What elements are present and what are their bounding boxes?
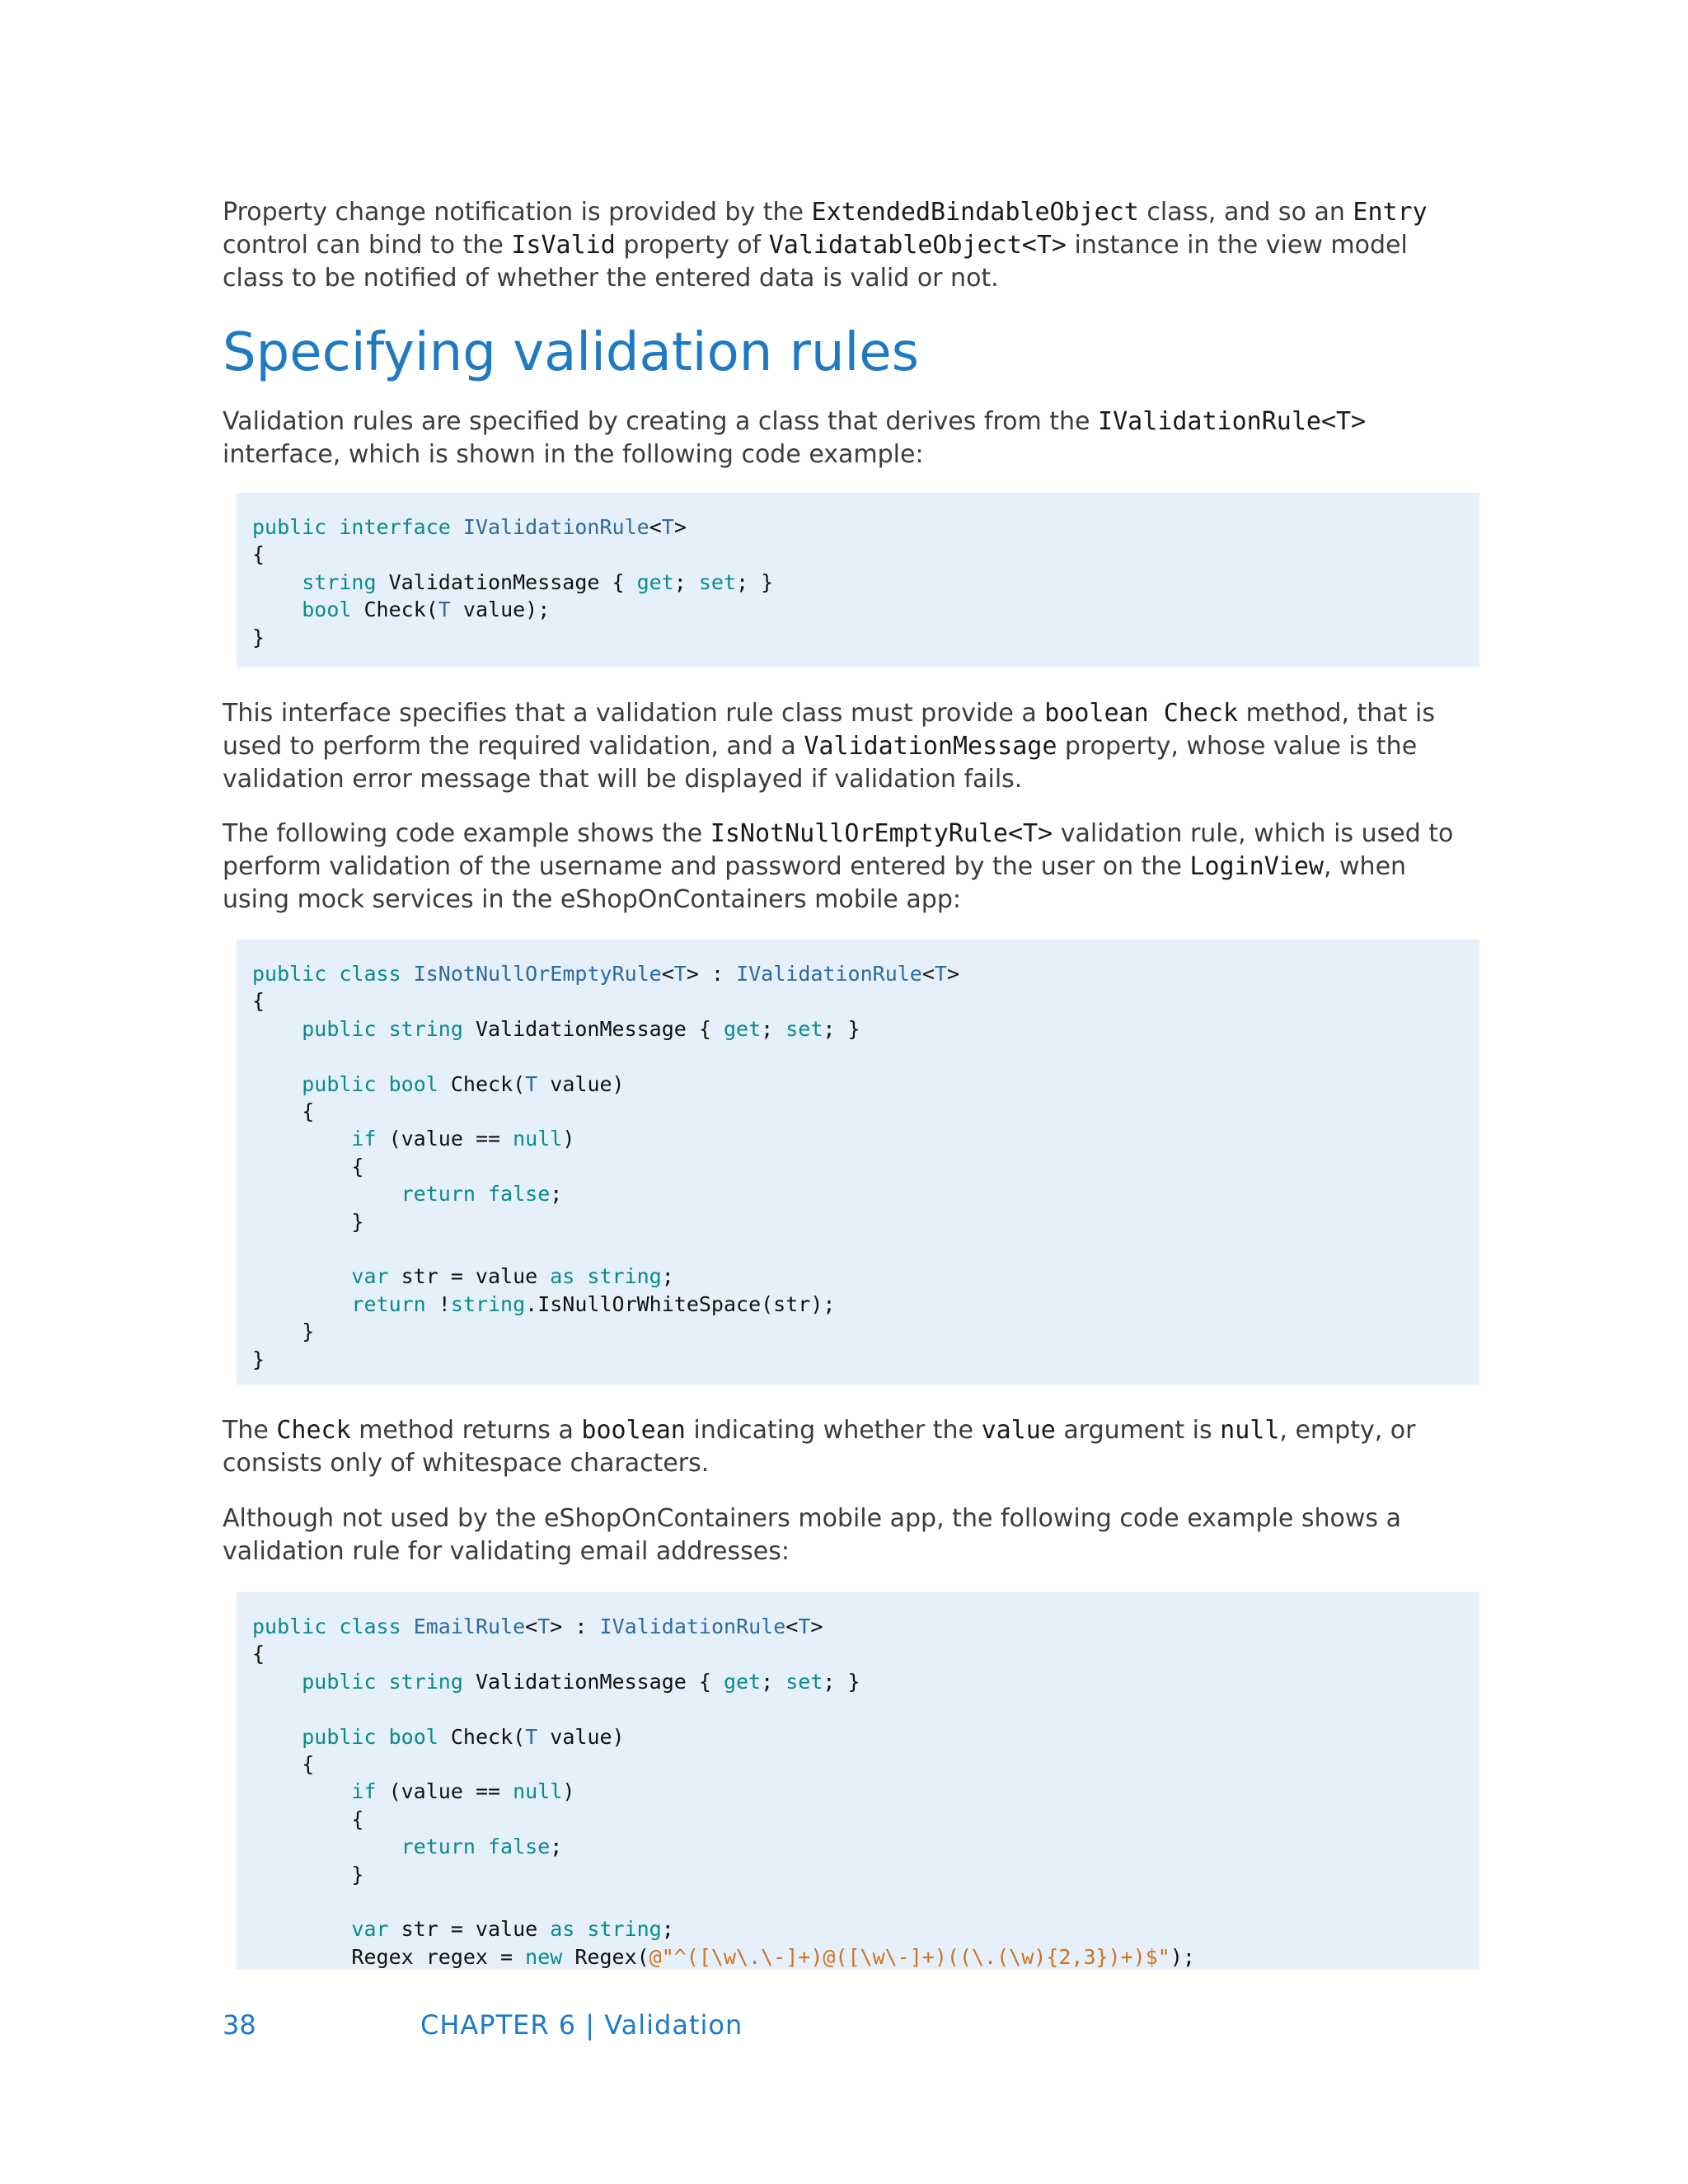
code-token: [451, 515, 463, 539]
code-token: null: [513, 1127, 563, 1151]
code-token: [377, 1670, 389, 1694]
code-token: [252, 1779, 351, 1803]
code-token: {: [252, 542, 265, 567]
code-token: class: [339, 962, 401, 986]
code-token: >: [673, 515, 687, 539]
code-token: [377, 1017, 389, 1041]
code-token: var: [351, 1917, 389, 1942]
text-run: property, whose value is the validation error message that will be displayed if validation fails.: [223, 732, 1418, 794]
text-run: Although not used by the eShopOnContainers mobile app, the following code example shows a validation rule for validating email addresses:: [223, 1504, 1401, 1566]
code-token: ValidationMessage {: [462, 1669, 724, 1694]
code-token: public: [302, 1669, 377, 1694]
code-token: string: [302, 569, 377, 594]
code-token: class: [339, 1615, 401, 1638]
code-token: [326, 962, 339, 986]
code-token: ;: [550, 1835, 563, 1859]
inline-code: LoginView: [1189, 852, 1324, 881]
code-token: [476, 1182, 488, 1206]
code-token: return: [351, 1291, 426, 1316]
rules-paragraph: [223, 405, 1475, 471]
code-token: {: [252, 1807, 364, 1831]
text-run: argument is: [1055, 1416, 1221, 1445]
code-token: ValidationMessage {: [462, 1016, 724, 1041]
text-run: class, and so an: [1138, 198, 1353, 227]
text-run: The following code example shows the: [223, 819, 710, 848]
page-number: 38: [223, 2009, 256, 2041]
code-token: if: [351, 1127, 377, 1151]
code-token: {: [252, 1752, 315, 1777]
code-token: value): [537, 1724, 625, 1749]
text-run: This interface specifies that a validation rule class must provide a: [223, 699, 1045, 728]
text-run: Property change notification is provided by the: [223, 198, 812, 227]
code-token: ;: [761, 1669, 786, 1694]
code-token: [252, 570, 302, 594]
code-token: bool: [388, 1724, 438, 1749]
code-token: IsNotNullOrEmptyRule: [413, 962, 662, 986]
code-token: > :: [686, 962, 737, 986]
code-token: (value ==: [376, 1127, 513, 1151]
code-token: > :: [550, 1615, 600, 1638]
code-token: [252, 598, 302, 621]
code-token: public: [302, 1071, 377, 1096]
code-token: T: [673, 962, 687, 986]
code-token: }: [252, 1862, 364, 1886]
code-token: [377, 1072, 389, 1096]
text-run: method returns a: [350, 1416, 582, 1445]
code-token: [326, 515, 339, 539]
code-token: value): [537, 1071, 625, 1096]
code-token: Check(: [351, 598, 438, 622]
code-block-interface: [237, 493, 1479, 668]
text-run: property of: [615, 231, 769, 260]
code-token: <: [661, 962, 674, 986]
code-token: {: [252, 1099, 315, 1124]
code-token: ; }: [736, 569, 774, 594]
text-run: indicating whether the: [685, 1416, 982, 1445]
code-token: as: [550, 1264, 575, 1289]
code-token: [252, 1182, 401, 1206]
code-content: [252, 960, 1479, 1373]
inline-code: Entry: [1353, 198, 1428, 227]
inline-code: boolean Check: [1044, 699, 1239, 728]
code-token: [252, 1835, 401, 1858]
code-token: ): [562, 1779, 575, 1804]
code-token: return: [401, 1182, 476, 1207]
code-token: public: [252, 515, 327, 539]
inline-code: null: [1220, 1416, 1280, 1445]
code-content: [252, 513, 1479, 651]
code-token: [252, 1292, 351, 1316]
code-token: [401, 1615, 414, 1638]
text-run: interface, which is shown in the following code example:: [223, 440, 924, 469]
email-paragraph: [223, 1502, 1475, 1568]
code-token: T: [537, 1615, 551, 1638]
inline-code: ExtendedBindableObject: [811, 198, 1139, 227]
example-paragraph: [223, 818, 1475, 916]
code-token: return: [401, 1835, 476, 1859]
code-token: get: [636, 569, 674, 594]
code-token: string: [587, 1264, 662, 1289]
code-token: @"^([\w\.\-]+)@([\w\-]+)((\.(\w){2,3})+)$": [649, 1944, 1170, 1969]
code-token: T: [525, 1724, 538, 1749]
code-token: [252, 1917, 351, 1941]
text-run: method, that is used to perform the required validation, and a: [223, 699, 1435, 761]
code-token: [252, 1017, 302, 1041]
code-token: set: [698, 569, 737, 594]
code-token: ;: [661, 1917, 674, 1942]
text-run: , empty, or consists only of whitespace characters.: [223, 1416, 1416, 1478]
text-run: , when using mock services in the eShopOnContainers mobile app:: [223, 852, 1407, 914]
code-token: ;: [673, 569, 699, 594]
code-token: IValidationRule: [462, 515, 649, 539]
code-token: }: [252, 1319, 315, 1344]
code-token: [252, 1127, 351, 1151]
text-run: control can bind to the: [223, 231, 512, 260]
code-token: public: [252, 962, 327, 986]
code-token: ; }: [823, 1016, 860, 1041]
code-token: {: [252, 1154, 364, 1179]
text-run: The: [223, 1416, 277, 1445]
code-token: str = value: [388, 1264, 551, 1289]
inline-code: IsValid: [511, 231, 616, 260]
code-token: as: [550, 1917, 575, 1942]
code-content: [252, 1613, 1479, 1971]
code-token: }: [252, 1209, 364, 1234]
code-token: [326, 1615, 339, 1638]
code-token: string: [450, 1291, 526, 1316]
code-token: get: [723, 1669, 762, 1694]
check-paragraph: [223, 1414, 1475, 1480]
inline-code: Check: [276, 1416, 351, 1445]
code-token: str = value: [388, 1917, 551, 1942]
code-token: ;: [761, 1016, 786, 1041]
code-token: ; }: [823, 1669, 860, 1694]
code-block-not-null-rule: [237, 940, 1479, 1385]
code-token: Check(: [438, 1724, 526, 1749]
code-token: T: [798, 1615, 811, 1638]
inline-code: ValidationMessage: [804, 732, 1057, 761]
inline-code: value: [981, 1416, 1056, 1445]
code-token: bool: [302, 598, 352, 622]
code-token: Regex regex =: [252, 1944, 526, 1969]
text-run: validation rule, which is used to perform validation of the username and password entered by the user on the: [223, 819, 1454, 881]
code-token: );: [1170, 1944, 1195, 1969]
text-run: Validation rules are specified by creating a class that derives from the: [223, 407, 1099, 436]
code-token: ): [562, 1127, 575, 1151]
code-token: public: [252, 1615, 327, 1638]
code-token: string: [388, 1669, 463, 1694]
inline-code: ValidatableObject<T>: [768, 231, 1067, 260]
inline-code: IValidationRule<T>: [1098, 407, 1367, 436]
code-token: >: [810, 1615, 823, 1638]
text-run: instance in the view model class to be notified of whether the entered data is valid or not.: [223, 231, 1408, 293]
code-token: [476, 1835, 488, 1858]
code-token: {: [252, 989, 265, 1014]
intro-paragraph: [223, 196, 1475, 295]
inline-code: boolean: [581, 1416, 686, 1445]
code-token: [377, 1725, 389, 1749]
code-token: bool: [388, 1071, 438, 1096]
code-token: <: [785, 1615, 799, 1638]
code-token: string: [587, 1917, 662, 1942]
code-token: false: [488, 1182, 551, 1207]
code-token: set: [785, 1016, 823, 1041]
code-token: <: [921, 962, 935, 986]
code-token: >: [946, 962, 960, 986]
code-token: ValidationMessage {: [376, 569, 637, 594]
code-token: interface: [339, 515, 451, 539]
code-token: .IsNullOrWhiteSpace(str);: [525, 1291, 836, 1316]
interface-paragraph: [223, 697, 1475, 796]
code-token: [252, 1264, 351, 1288]
code-token: null: [513, 1779, 563, 1804]
code-token: public: [302, 1016, 377, 1041]
chapter-footer: CHAPTER 6 | Validation: [420, 2009, 743, 2041]
inline-code: IsNotNullOrEmptyRule<T>: [710, 819, 1053, 848]
code-token: EmailRule: [413, 1615, 526, 1638]
code-token: <: [525, 1615, 538, 1638]
code-token: {: [252, 1642, 265, 1666]
code-token: T: [525, 1071, 538, 1096]
code-token: !: [425, 1291, 451, 1316]
code-token: [252, 1670, 302, 1694]
code-token: [574, 1917, 587, 1941]
code-token: (value ==: [376, 1779, 513, 1804]
code-token: new: [525, 1944, 563, 1969]
code-token: get: [723, 1016, 762, 1041]
code-token: [401, 962, 414, 986]
code-token: Regex(: [562, 1944, 649, 1969]
code-token: T: [438, 598, 451, 622]
code-token: public: [302, 1724, 377, 1749]
code-token: string: [388, 1016, 463, 1041]
code-token: <: [649, 515, 662, 539]
code-token: set: [785, 1669, 823, 1694]
code-token: }: [252, 1347, 265, 1371]
code-token: var: [351, 1264, 389, 1289]
code-token: IValidationRule: [599, 1615, 786, 1638]
code-token: T: [934, 962, 947, 986]
code-token: ;: [661, 1264, 674, 1289]
code-token: Check(: [438, 1071, 526, 1096]
code-token: }: [252, 625, 265, 649]
code-token: if: [351, 1779, 377, 1804]
code-token: value);: [450, 598, 551, 622]
code-block-email-rule: [237, 1592, 1479, 1970]
code-token: ;: [550, 1182, 563, 1207]
section-heading: Specifying validation rules: [223, 322, 919, 383]
code-token: [252, 1725, 302, 1749]
code-token: false: [488, 1835, 551, 1859]
code-token: IValidationRule: [736, 962, 922, 986]
code-token: [574, 1264, 587, 1288]
code-token: [252, 1072, 302, 1096]
code-token: T: [661, 515, 674, 539]
